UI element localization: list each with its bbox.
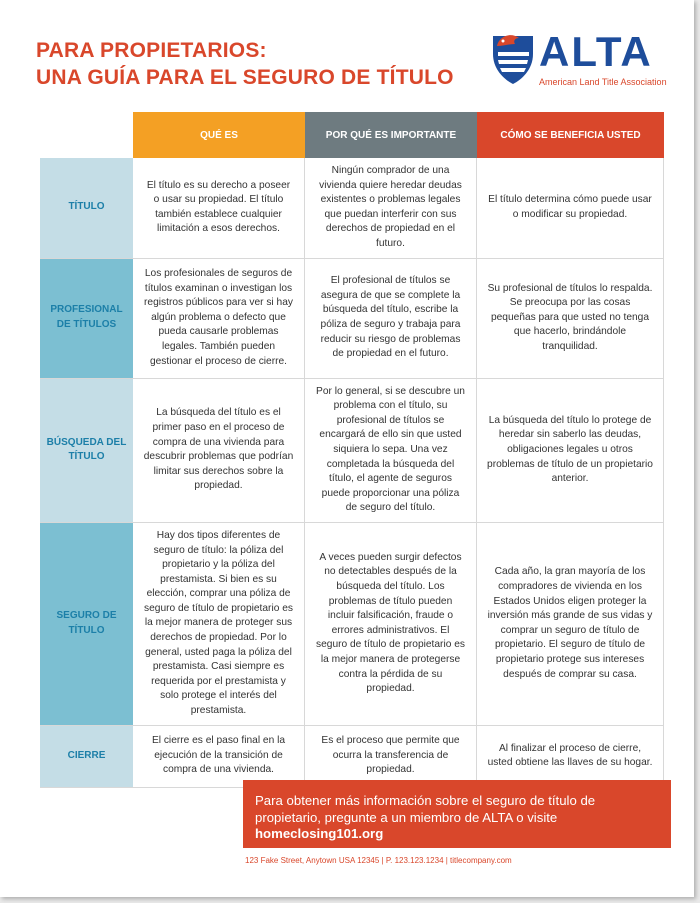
cell-why: Es el proceso que permite que ocurra la transferencia de propiedad. (305, 726, 477, 788)
info-callout (243, 780, 671, 848)
callout-text: Para obtener más información sobre el seguro de título de propietario, pregunte a un miembro de ALTA o visite (255, 793, 596, 825)
table-row (40, 259, 664, 379)
row-label-titulo: TÍTULO (40, 158, 133, 259)
cell-why: A veces pueden surgir defectos no detectables después de la búsqueda del título. Los problemas de título pueden incluir falsificación, fraude o errores administrativos. El seguro de título de propietario es la mejor manera de protegerse contra la pérdida de su propiedad. (305, 523, 477, 726)
cell-why: El profesional de títulos se asegura de que se complete la búsqueda del título, escribe la póliza de seguro y trabaja para reducir su riesgo de problemas de propiedad en el futuro. (305, 259, 477, 379)
header-como-beneficia: CÓMO SE BENEFICIA USTED (477, 112, 664, 158)
cell-benefit: Al finalizar el proceso de cierre, usted obtiene las llaves de su hogar. (477, 726, 664, 788)
eagle-shield-icon (489, 30, 537, 86)
table-row (40, 523, 664, 726)
table-row (40, 379, 664, 523)
header-por-que-importante: POR QUÉ ES IMPORTANTE (305, 112, 477, 158)
table-row (40, 726, 664, 788)
cell-what: La búsqueda del título es el primer paso en el proceso de compra de una vivienda para descubrir problemas que podrían limitar sus derechos sobre la propiedad. (133, 379, 305, 523)
alta-logo (489, 30, 669, 94)
cell-why: Ningún comprador de una vivienda quiere heredar deudas existentes o problemas legales que puedan interferir con sus derechos de propiedad en el futuro. (305, 158, 477, 259)
footer-contact: 123 Fake Street, Anytown USA 12345 | P. 123.123.1234 | titlecompany.com (245, 856, 512, 865)
cell-what: Los profesionales de seguros de títulos examinan o investigan los registros públicos para ver si hay algún problema o defecto que pueda causarle problemas legales. También pueden gestionar el proceso de cierre. (133, 259, 305, 379)
header-corner (40, 112, 133, 158)
cell-why: Por lo general, si se descubre un problema con el título, su profesional de títulos se encargará de ello sin que usted siquiera lo sepa. Una vez completada la búsqueda del título, el agente de seguros puede proporcionar una póliza de seguro del título. (305, 379, 477, 523)
row-label-busqueda: BÚSQUEDA DEL TÍTULO (40, 379, 133, 523)
cell-what: El cierre es el paso final en la ejecución de la transición de compra de una vivienda. (133, 726, 305, 788)
header-que-es: QUÉ ES (133, 112, 305, 158)
cell-what: Hay dos tipos diferentes de seguro de título: la póliza del propietario y la póliza del prestamista. Si bien es su elección, comprar una póliza de seguro de título de propietario es la mejor manera de proteger sus derechos de propiedad. Por lo general, usted paga la póliza del prestamista. Casi siempre es requerida por el prestamista y solo protege el interés del prestamista. (133, 523, 305, 726)
title-line-1: PARA PROPIETARIOS: (36, 39, 267, 62)
cell-benefit: Cada año, la gran mayoría de los compradores de vivienda en los Estados Unidos eligen proteger la inversión más grande de sus vidas y comprar un seguro de título de propietario. El seguro de título de propietario protege sus intereses después de comprar su casa. (477, 523, 664, 726)
cell-what: El título es su derecho a poseer o usar su propiedad. El título también establece cualquier limitación a esos derechos. (133, 158, 305, 259)
logo-wordmark: ALTA (539, 28, 653, 75)
guide-table (40, 112, 664, 788)
cell-benefit: Su profesional de títulos lo respalda. Se preocupa por las cosas pequeñas para que usted no tenga que hacerlo, brindándole tranquilidad. (477, 259, 664, 379)
title-line-2: UNA GUÍA PARA EL SEGURO DE TÍTULO (36, 66, 454, 89)
row-label-cierre: CIERRE (40, 726, 133, 788)
page-title (36, 37, 454, 91)
row-label-seguro: SEGURO DE TÍTULO (40, 523, 133, 726)
logo-subtitle: American Land Title Association (539, 77, 667, 87)
table-row (40, 158, 664, 259)
row-label-profesional: PROFESIONAL DE TÍTULOS (40, 259, 133, 379)
cell-benefit: La búsqueda del título lo protege de heredar sin saberlo las deudas, obligaciones legales u otros problemas de título de un propietario anterior. (477, 379, 664, 523)
cell-benefit: El título determina cómo puede usar o modificar su propiedad. (477, 158, 664, 259)
website-link[interactable]: homeclosing101.org (255, 826, 384, 841)
table-header-row (40, 112, 664, 158)
